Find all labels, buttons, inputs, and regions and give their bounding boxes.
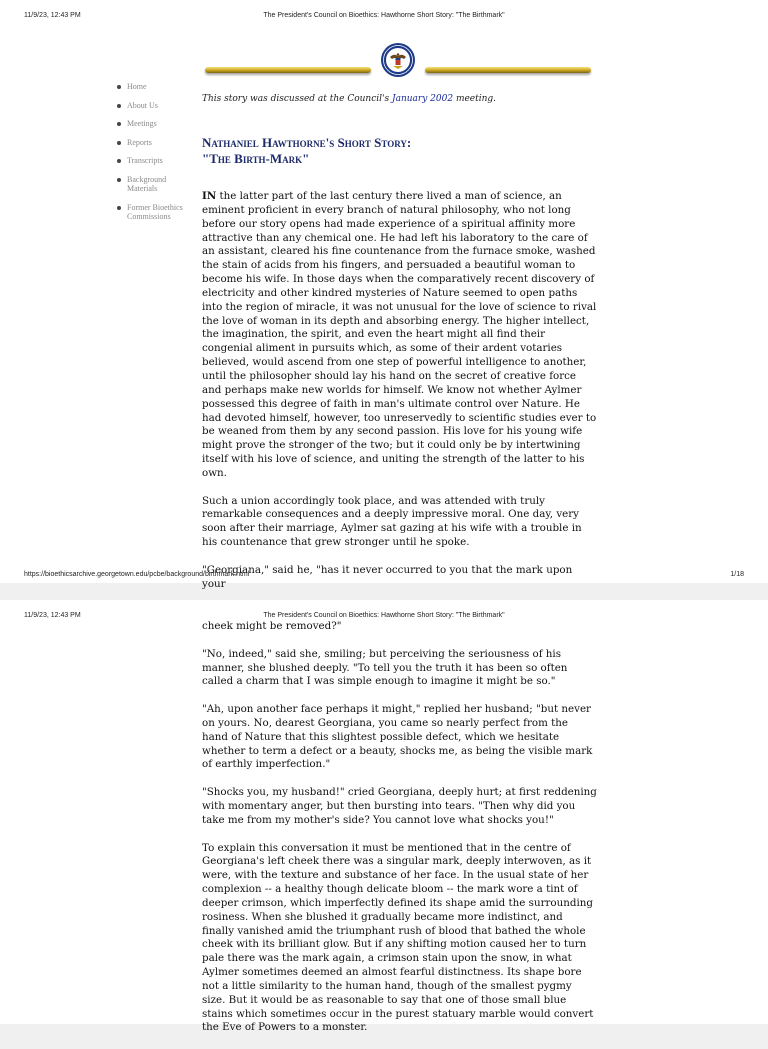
nav-item-about-us[interactable]: About Us bbox=[116, 101, 198, 111]
print-page-2 bbox=[0, 600, 768, 1034]
nav-item-transcripts[interactable]: Transcripts bbox=[116, 156, 198, 166]
story-title-line1: Nathaniel Hawthorne's Short Story: bbox=[202, 135, 412, 150]
page2-text-clip bbox=[0, 620, 768, 1034]
print-footer-url: https://bioethicsarchive.georgetown.edu/pcbe/background/birthmark.html bbox=[24, 571, 250, 578]
nav-item-background-materials[interactable]: Background Materials bbox=[116, 175, 198, 194]
gold-bar-left bbox=[205, 67, 371, 73]
story-body-page1 bbox=[202, 190, 597, 605]
print-header-title: The President's Council on Bioethics: Hawthorne Short Story: "The Birthmark" bbox=[263, 612, 505, 619]
meeting-link[interactable]: January 2002 bbox=[391, 94, 454, 104]
paragraph-6: "Shocks you, my husband!" cried Georgiana, deeply hurt; at first reddening with momentary anger, but then bursting into tears. "Then why did you take me from my mother's side? You cannot love what shocks you!" bbox=[202, 786, 597, 826]
nav-item-home[interactable]: Home bbox=[116, 82, 198, 92]
intro-suffix: meeting. bbox=[453, 94, 497, 104]
print-header-datetime: 11/9/23, 12:43 PM bbox=[24, 612, 81, 619]
nav-item-reports[interactable]: Reports bbox=[116, 138, 198, 148]
gold-bar-right bbox=[425, 67, 591, 73]
paragraph-5: "Ah, upon another face perhaps it might," replied her husband; "but never on yours. No, dearest Georgiana, you came so nearly perfect from the hand of Nature that this slightest possible defect, which we hesitate whether to term a defect or a beauty, shocks me, as being the visible mark of earthly imperfection." bbox=[202, 703, 593, 771]
paragraph-3-continued: cheek might be removed?" bbox=[202, 620, 342, 632]
print-header-title: The President's Council on Bioethics: Hawthorne Short Story: "The Birthmark" bbox=[263, 12, 505, 19]
drop-word: IN bbox=[202, 190, 217, 202]
nav-item-former-commissions[interactable]: Former Bioethics Commissions bbox=[116, 203, 198, 222]
print-footer-page: 1/18 bbox=[730, 571, 744, 578]
presidential-seal-icon bbox=[380, 42, 416, 78]
paragraph-4: "No, indeed," said she, smiling; but perceiving the seriousness of his manner, she blushed deeply. "To tell you the truth it has been so often called a charm that I was simple enough to imagine it might be so." bbox=[202, 647, 568, 688]
paragraph-7: To explain this conversation it must be mentioned that in the centre of Georgiana's left cheek there was a singular mark, deeply interwoven, as it were, with the texture and substance of her face. In the usual state of her complexion -- a healthy though delicate bloom -- the mark wore a tint of deeper crimson, which imperfectly defined its shape amid the surrounding rosiness. When she blushed it gradually became more indistinct, and finally vanished amid the triumphant rush of blood that bathed the whole cheek with its brilliant glow. But if any shifting motion caused her to turn pale there was the mark again, a crimson stain upon the snow, in what Aylmer sometimes deemed an almost fearful distinctness. Its shape bore not a little similarity to the human hand, though of the smallest pygmy size. But it would be as reasonable to say that one of those small blue stains which sometimes occur in the purest statuary marble would convert the Eve of Powers to a monster. bbox=[202, 841, 594, 1034]
intro-prefix: This story was discussed at the Council's bbox=[202, 94, 392, 104]
intro-note bbox=[202, 94, 496, 104]
paragraph-1-text: the latter part of the last century there lived a man of science, an eminent proficient in every branch of natural philosophy, who not long before our story opens had made experience of a spiritual affinity more attractive than any chemical one. He had left his laboratory to the care of an assistant, cleared his fine countenance from the furnace smoke, washed the stain of acids from his fingers, and persuaded a beautiful woman to become his wife. In those days when the comparatively recent discovery of electricity and other kindred mysteries of Nature seemed to open paths into the region of miracle, it was not unusual for the love of science to rival the love of woman in its depth and absorbing energy. The higher intellect, the imagination, the spirit, and even the heart might all find their congenial aliment in pursuits which, as some of their ardent votaries believed, would ascend from one step of powerful intelligence to another, until the philosopher should lay his hand on the secret of creative force and perhaps make new worlds for himself. We know not whether Aylmer possessed this degree of faith in man's ultimate control over Nature. He had devoted himself, however, too unreservedly to scientific studies ever to be weaned from them by any second passion. His love for his young wife might prove the stronger of the two; but it could only be by intertwining itself with his love of science, and uniting the strength of the latter to his own. bbox=[202, 190, 597, 479]
story-title-line2: "The Birth-Mark" bbox=[202, 150, 310, 166]
story-title bbox=[202, 135, 411, 166]
paragraph-1 bbox=[202, 190, 597, 481]
site-banner bbox=[205, 42, 591, 80]
nav-item-meetings[interactable]: Meetings bbox=[116, 119, 198, 129]
paragraph-3: "Georgiana," said he, "has it never occurred to you that the mark upon your bbox=[202, 563, 573, 590]
print-header-datetime: 11/9/23, 12:43 PM bbox=[24, 12, 81, 19]
paragraph-2: Such a union accordingly took place, and was attended with truly remarkable consequences and a deeply impressive moral. One day, very soon after their marriage, Aylmer sat gazing at his wife with a trouble in his countenance that grew stronger until he spoke. bbox=[202, 494, 582, 549]
story-body-page2 bbox=[202, 620, 597, 1049]
